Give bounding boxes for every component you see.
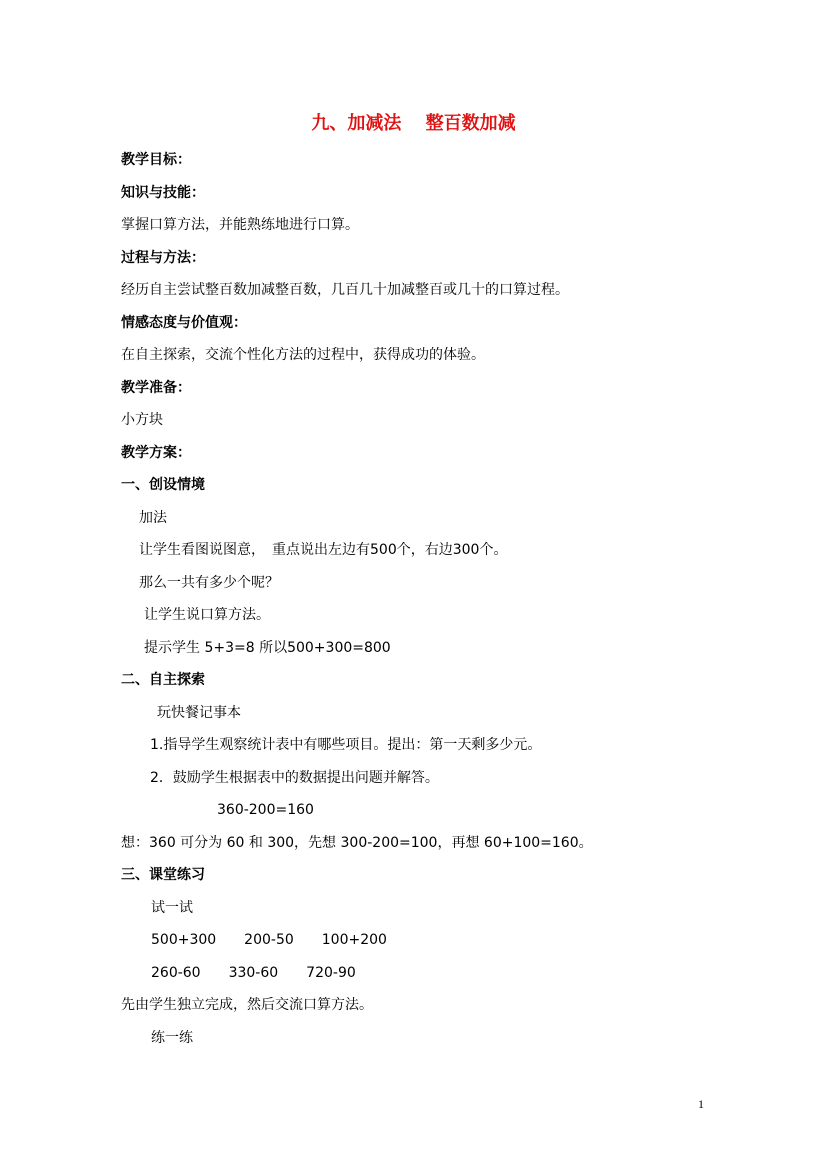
section-heading-1: 一、创设情境 bbox=[121, 477, 205, 493]
section-heading-2: 二、自主探索 bbox=[121, 672, 205, 688]
equation: 360-200=160 bbox=[217, 802, 314, 818]
paragraph: 先由学生独立完成，然后交流口算方法。 bbox=[121, 997, 373, 1013]
heading-attitude-values: 情感态度与价值观： bbox=[121, 315, 247, 331]
paragraph: 练一练 bbox=[151, 1030, 193, 1046]
heading-teaching-plan: 教学方案： bbox=[121, 445, 191, 461]
paragraph: 让学生说口算方法。 bbox=[144, 607, 270, 623]
paragraph: 2．鼓励学生根据表中的数据提出问题并解答。 bbox=[150, 770, 439, 786]
heading-knowledge-skills: 知识与技能： bbox=[121, 185, 205, 201]
paragraph: 加法 bbox=[139, 510, 167, 526]
paragraph: 那么一共有多少个呢？ bbox=[139, 575, 279, 591]
exercise-row: 260-60 330-60 720-90 bbox=[151, 965, 356, 981]
paragraph: 玩快餐记事本 bbox=[157, 705, 241, 721]
page-title: 九、加减法 整百数加减 bbox=[311, 113, 516, 134]
paragraph: 试一试 bbox=[151, 900, 193, 916]
paragraph: 掌握口算方法，并能熟练地进行口算。 bbox=[121, 217, 359, 233]
paragraph: 想：360 可分为 60 和 300，先想 300-200=100，再想 60+100=160。 bbox=[121, 835, 593, 851]
paragraph: 小方块 bbox=[121, 412, 163, 428]
paragraph: 经历自主尝试整百数加减整百数，几百几十加减整百或几十的口算过程。 bbox=[121, 282, 569, 298]
page-number: 1 bbox=[698, 1097, 704, 1111]
section-heading-3: 三、课堂练习 bbox=[121, 867, 205, 883]
paragraph: 让学生看图说图意， 重点说出左边有500个，右边300个。 bbox=[139, 542, 508, 558]
paragraph: 提示学生 5+3=8 所以500+300=800 bbox=[144, 640, 391, 656]
exercise-row: 500+300 200-50 100+200 bbox=[151, 932, 387, 948]
paragraph: 在自主探索，交流个性化方法的过程中，获得成功的体验。 bbox=[121, 347, 485, 363]
heading-process-method: 过程与方法： bbox=[121, 250, 205, 266]
heading-teaching-preparation: 教学准备： bbox=[121, 380, 191, 396]
heading-teaching-goals: 教学目标： bbox=[121, 152, 191, 168]
paragraph: 1.指导学生观察统计表中有哪些项目。提出：第一天剩多少元。 bbox=[150, 737, 542, 753]
